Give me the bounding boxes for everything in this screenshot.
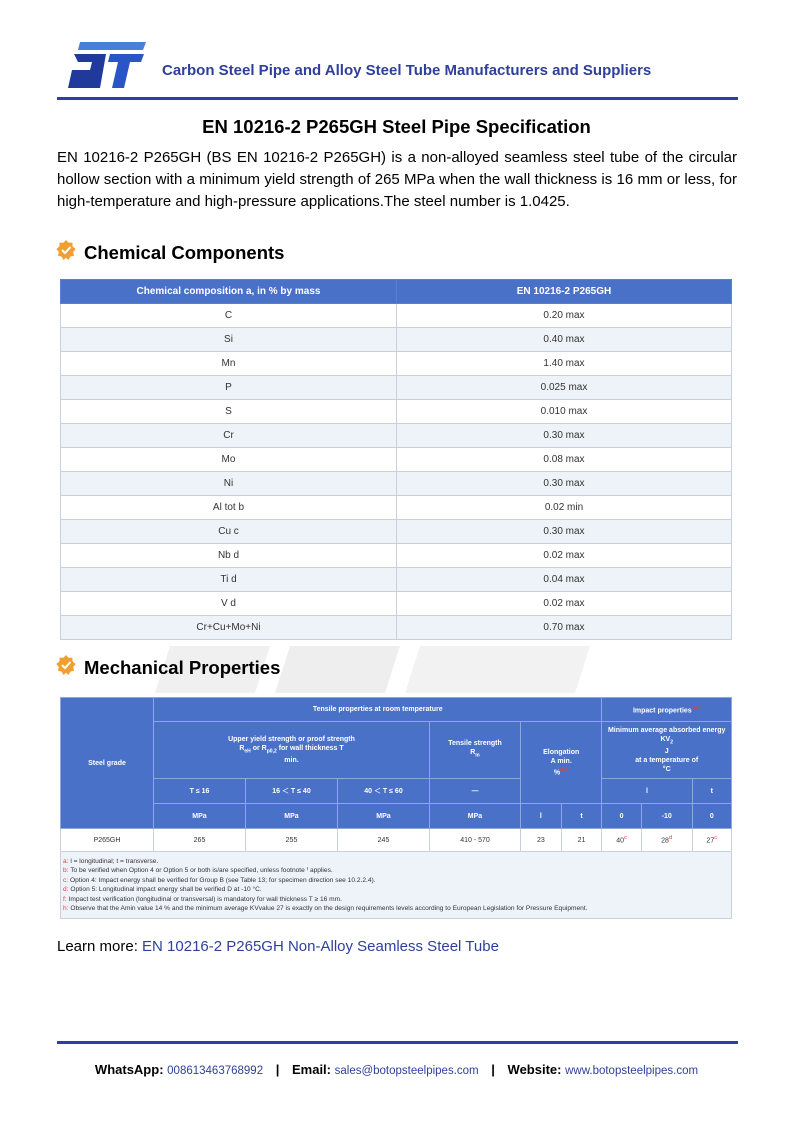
company-logo [66,40,148,92]
table-row [61,829,732,852]
data-cell: 21 [561,829,602,852]
temperature-header: -10 [641,804,692,829]
table-row [61,400,732,424]
value-cell: 0.02 max [397,592,732,616]
tensile-strength-header: Tensile strength $R_m$ [430,722,521,779]
table-row [61,448,732,472]
element-cell: Si [61,328,397,352]
website-link[interactable]: www.botopsteelpipes.com [565,1065,699,1077]
units-row [61,804,732,829]
chemical-section-heading: Chemical Components [84,242,285,263]
thickness-range-header: 16 ＜ T ≤ 40 [246,779,338,804]
footer-separator: | [275,1062,280,1077]
value-cell: 0.010 max [397,400,732,424]
table-row [61,424,732,448]
value-cell: 0.02 min [397,496,732,520]
element-cell: Al tot b [61,496,397,520]
learn-more [57,938,499,955]
value-cell: 1.40 max [397,352,732,376]
footnote: b: To be verified when Option 4 or Option 5 or both is/are specified, unless footnote ᶠ applies. [63,867,333,875]
data-cell: 410 - 570 [430,829,521,852]
badge-check-icon [56,240,76,260]
data-cell: P265GH [61,829,154,852]
table-row [61,520,732,544]
thickness-range-header: T ≤ 16 [154,779,246,804]
footnote: d: Option 5: Longitudinal impact energy shall be verified D at -10 °C. [63,886,262,894]
footer-separator: | [491,1062,495,1077]
thickness-range-header: — [430,779,521,804]
email-label: Email: [291,1062,331,1077]
impact-value-cell: 40$^c$ [602,829,641,852]
footnotes [61,852,732,919]
temperature-header: 0 [692,804,731,829]
table-row [61,352,732,376]
footnote: f: Impact test verification (longitudinal or transversal) is mandatory for wall thickness T ≥ 16 mm. [63,895,342,903]
data-cell: 245 [338,829,430,852]
table-row [61,544,732,568]
value-cell: 0.025 max [397,376,732,400]
value-cell: 0.02 max [397,544,732,568]
impact-value-cell: 28$^d$ [641,829,692,852]
data-cell: 23 [521,829,562,852]
chemical-composition-table [60,279,732,640]
value-cell: 0.30 max [397,424,732,448]
element-cell: Nb d [61,544,397,568]
value-cell: 0.08 max [397,448,732,472]
temperature-header: 0 [602,804,641,829]
footnotes-row [61,852,732,919]
footer-divider [57,1041,738,1044]
header-tagline: Carbon Steel Pipe and Alloy Steel Tube Manufacturers and Suppliers [162,62,652,79]
header-divider [57,97,738,100]
value-cell: 0.40 max [397,328,732,352]
learn-more-label: Learn more: [57,938,143,955]
element-cell: Cu c [61,520,397,544]
value-cell: 0.30 max [397,472,732,496]
page-title: EN 10216-2 P265GH Steel Pipe Specification [202,116,591,137]
table-row [61,376,732,400]
yield-strength-header: Upper yield strength or proof strength $R_{eH}$ or $R_{p0,2}$ for wall thickness T min. [154,722,430,779]
elongation-direction-header: t [561,804,602,829]
data-cell: 255 [246,829,338,852]
value-cell: 0.04 max [397,568,732,592]
steel-grade-header: Steel grade [61,698,154,829]
element-cell: Ti d [61,568,397,592]
website-label: Website: [507,1062,562,1077]
element-cell: V d [61,592,397,616]
whatsapp-number[interactable]: 008613463768992 [167,1065,264,1077]
element-cell: Mn [61,352,397,376]
element-cell: Cr+Cu+Mo+Ni [61,616,397,640]
element-cell: Cr [61,424,397,448]
tensile-group-header: Tensile properties at room temperature [154,698,602,722]
table-header-row [61,280,732,304]
mechanical-properties-table [60,697,732,919]
element-cell: C [61,304,397,328]
thickness-range-row [61,779,732,804]
table-row [61,472,732,496]
footnote: a: l = longitudinal; t = transverse. [63,858,159,865]
unit-header: MPa [430,804,521,829]
whatsapp-label: WhatsApp: [94,1062,164,1077]
unit-header: MPa [246,804,338,829]
table-row [61,616,732,640]
table-row [61,328,732,352]
impact-group-header: Impact properties $^{a,f}$ [602,698,732,722]
footer-contact [0,1062,793,1077]
element-cell: Ni [61,472,397,496]
value-cell: 0.70 max [397,616,732,640]
column-header: Chemical composition a, in % by mass [61,280,397,304]
value-cell: 0.30 max [397,520,732,544]
elongation-header: Elongation A min. %$^{a,h}$ [521,722,602,804]
intro-paragraph: EN 10216-2 P265GH (BS EN 10216-2 P265GH) is a non-alloyed seamless steel tube of the circular hollow section with a minimum yield strength of 265 MPa when the wall thickness is 16 mm or less, for high-temperature and high-pressure applications.The steel number is 1.0425. [57,149,737,210]
unit-header: MPa [338,804,430,829]
column-header: EN 10216-2 P265GH [397,280,732,304]
unit-header: MPa [154,804,246,829]
element-cell: Mo [61,448,397,472]
elongation-direction-header: l [521,804,562,829]
badge-check-icon [56,655,76,675]
element-cell: S [61,400,397,424]
value-cell: 0.20 max [397,304,732,328]
footnote: h: Observe that the Amin value 14 % and the minimum average KVvalue 27 is exactly on the design requirements levels according to European Legislation for Pressure Equipment. [63,905,588,913]
learn-more-link[interactable]: EN 10216-2 P265GH Non-Alloy Seamless Steel Tube [142,938,499,955]
table-row [61,568,732,592]
table-row [61,496,732,520]
footnote: c: Option 4: Impact energy shall be verified for Group B (see Table 13; for specimen direction see 10.2.2.4). [63,876,376,884]
thickness-range-header: 40 ＜ T ≤ 60 [338,779,430,804]
impact-direction-header: l [602,779,692,804]
table-row [61,304,732,328]
table-row [61,592,732,616]
data-cell: 265 [154,829,246,852]
impact-energy-header: Minimum average absorbed energy $KV_2$ J at a temperature of °C [602,722,732,779]
element-cell: P [61,376,397,400]
email-link[interactable]: sales@botopsteelpipes.com [334,1065,479,1077]
impact-value-cell: 27$^c$ [692,829,731,852]
mechanical-section-heading: Mechanical Properties [84,657,281,678]
impact-direction-header: t [692,779,731,804]
